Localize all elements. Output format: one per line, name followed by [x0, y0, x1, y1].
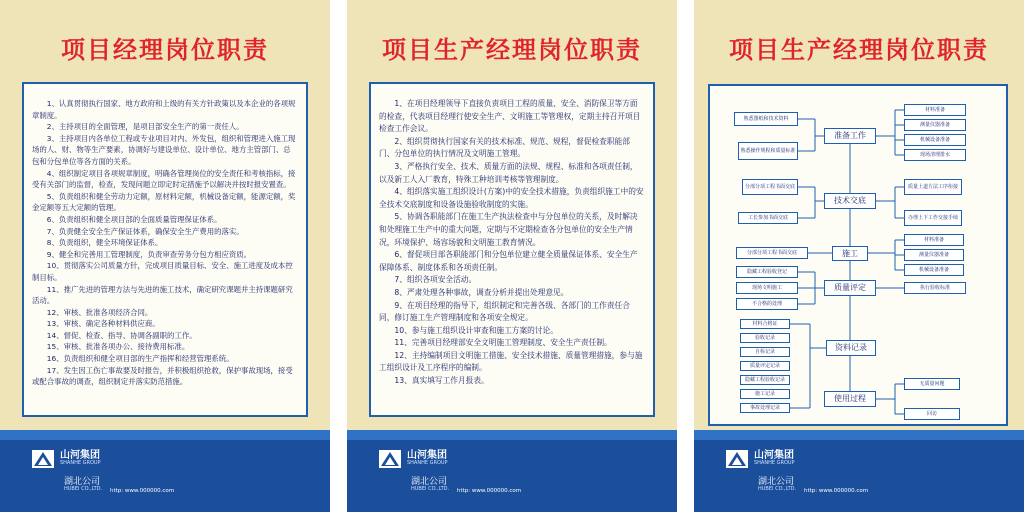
division-name-en: HUBEI CO.,LTD. [758, 486, 797, 492]
board-production-manager [347, 0, 677, 512]
duty-item: 6、督促项目部各职能部门和分包单位建立健全质量保证体系、安全生产保障体系、制度体系和各项责任制。 [379, 250, 638, 272]
board-production-flowchart [694, 0, 1024, 512]
duties-list [371, 84, 653, 388]
duty-item: 10、贯彻落实公司质量方针，完成项目质量目标、安全、施工进度及成本控制目标。 [32, 261, 293, 282]
board-title: 项目经理岗位职责 [61, 36, 269, 64]
flow-records-item: 事故处理记录 [740, 403, 790, 413]
company-name: 山河集团 [754, 450, 794, 461]
division-name: 湖北公司 [758, 477, 795, 487]
duty-item: 9、健全和完善用工管理制度，负责审查劳务分包方相应资质。 [46, 249, 252, 259]
duty-item: 1、认真贯彻执行国家、地方政府和上级的有关方针政策以及本企业的各项规章制度。 [32, 99, 296, 120]
duty-item: 2、主持项目的全面管理，是项目部安全生产的第一责任人。 [46, 122, 244, 132]
duty-item: 5、负责组织和健全劳动力定额，原材料定额，机械设备定额，能源定额，奖金定额等五大定额的管理。 [32, 191, 296, 213]
duty-item: 14、督促、检查、指导、协调各副职的工作。 [46, 330, 197, 340]
company-logo-icon [379, 450, 401, 468]
division-name: 湖北公司 [411, 477, 448, 487]
flow-records-item: 施工记录 [740, 389, 790, 399]
duty-item: 16、负责组织和健全项目部的生产指挥和经营管理系统。 [46, 354, 234, 364]
footer-stripe [0, 430, 330, 440]
duty-item: 8、负责组织，健全环境保证体系。 [46, 238, 163, 248]
duty-item: 8、严肃处理各种事故，调查分析并提出处理意见。 [394, 287, 569, 297]
division-name-en: HUBEI CO.,LTD. [64, 486, 103, 492]
company-name-en: SHANHE GROUP [60, 460, 101, 466]
flowchart-panel [708, 84, 1008, 426]
flow-tech-left-item: 分部分项工程书面交底 [742, 179, 798, 195]
flow-quality-left-item: 现场文明施工 [736, 282, 798, 294]
flow-step-tech: 技术交底 [824, 193, 876, 209]
flow-prep-right-item: 现场清理排水 [904, 149, 966, 161]
footer [347, 430, 677, 512]
flow-step-quality: 质量评定 [824, 280, 876, 296]
flow-prep-right-item: 机械设备准备 [904, 134, 966, 146]
board-project-manager [0, 0, 330, 512]
division-name: 湖北公司 [64, 477, 101, 487]
flow-records-item: 质量评定记录 [740, 361, 790, 371]
duty-item: 3、主持项目内各单位工程或专业项目对内、外发包，组织和管理进入施工现场的人、财、物等生产要素，协调好与建设单位、设计单位、地方主管部门、总包和分包单位等各方面的关系。 [32, 133, 296, 166]
flow-records-item: 材料合格证 [740, 319, 790, 329]
flow-step-use: 使用过程 [824, 391, 876, 407]
company-name: 山河集团 [407, 450, 447, 461]
flow-step-prep: 准备工作 [824, 128, 876, 144]
company-name-en: SHANHE GROUP [754, 460, 795, 466]
flow-quality-left-item: 不合格的处理 [736, 298, 798, 310]
flow-records-item: 验收记录 [740, 333, 790, 343]
duties-list [24, 84, 306, 388]
duty-item: 17、发生因工伤亡事故要及时报告，并积极组织抢救，保护事故现场，接受或配合事故的调查，组织制定并落实防范措施。 [32, 365, 293, 387]
flow-build-right-item: 测量仪器准备 [904, 249, 964, 261]
duty-item: 6、负责组织和健全项目部的全面质量管理保证体系。 [46, 214, 222, 224]
company-logo-icon [726, 450, 748, 468]
duties-panel [369, 82, 655, 417]
duty-item: 13、审核、确定各种材料供应商。 [46, 319, 160, 329]
company-name-en: SHANHE GROUP [407, 460, 448, 466]
duty-item: 11、完善项目经理部安全文明施工管理制度、安全生产责任制。 [394, 338, 612, 348]
duty-item: 3、严格执行安全、技术、质量方面的法规、规程、标准和各项责任制，以及新工人入厂教育，特殊工种培训考核等管理制度。 [379, 161, 638, 184]
flow-prep-right-item: 材料准备 [904, 104, 966, 116]
footer [0, 430, 330, 512]
board-title: 项目生产经理岗位职责 [729, 36, 989, 64]
duty-item: 11、推广先进的管理方法与先进的施工技术，确定研究课题并主持课题研究活动。 [32, 284, 293, 306]
flow-quality-left-item: 隐藏工程验收登记 [736, 266, 798, 278]
flow-build-left-item: 分部分项工程书面交底 [736, 247, 808, 259]
company-url: http: www.000000.com [457, 488, 522, 494]
flow-build-right-item: 机械设备准备 [904, 264, 964, 276]
duty-item: 9、在项目经理的指导下，组织制定和完善各级、各部门的工作责任合同，修订施工生产管理制度和各项安全规定。 [379, 300, 630, 323]
flow-build-right-item: 材料准备 [904, 234, 964, 246]
flow-prep-left-item: 熟悉图纸和技术资料 [734, 112, 798, 126]
flow-records-item: 隐藏工程验收记录 [740, 375, 790, 385]
flow-prep-right-item: 测量仪器准备 [904, 119, 966, 131]
duty-item: 2、组织贯彻执行国家有关的技术标准、规范、规程，督促检查职能部门、分包单位的执行情况及文明施工管理。 [379, 136, 630, 159]
flow-records-item: 自检记录 [740, 347, 790, 357]
duty-item: 7、组织各项安全活动。 [394, 275, 477, 285]
duty-item: 12、主持编制项目文明施工措施、安全技术措施、质量管理措施，参与施工组织设计及工序程序的编制。 [379, 350, 643, 373]
flow-tech-left-item: 工长参加书面交底 [738, 212, 798, 224]
duty-item: 4、组织落实施工组织设计(方案)中的安全技术措施，负责组织施工中的安全技术交底制度和设备设施验收制度的实施。 [379, 187, 644, 209]
duty-item: 15、审核、批准各项办公、接待费用标准。 [46, 342, 190, 352]
footer [694, 430, 1024, 512]
flow-use-right-item: 无质量问题 [904, 378, 960, 390]
duty-item: 7、负责健全安全生产保证体系，确保安全生产费用的落实。 [46, 226, 244, 236]
flow-step-build: 施工 [832, 246, 868, 261]
company-url: http: www.000000.com [110, 488, 175, 494]
footer-stripe [694, 430, 1024, 440]
flow-tech-right-item: 办理上下工作交接手续 [904, 210, 962, 226]
division-name-en: HUBEI CO.,LTD. [411, 486, 450, 492]
duty-item: 13、真实填写工作月报表。 [394, 376, 489, 386]
board-title: 项目生产经理岗位职责 [382, 36, 642, 64]
duty-item: 5、协调各职能部门在施工生产执法检查中与分包单位的关系，及时解决和处理施工生产中的重大问题，定期与不定期检查各分包单位的安全生产情况，环境保护、场容场貌和文明施工教育情况。 [379, 212, 638, 247]
duty-item: 12、审核、批准各项经济合同。 [46, 307, 153, 317]
duty-item: 10、参与施工组织设计审查和施工方案的讨论。 [394, 325, 558, 335]
duty-item: 1、在项目经理领导下直接负责项目工程的质量、安全、消防保卫等方面的检查，代表项目经理行使安全生产、文明施工等管理权，定期主持召开项目检查工作会议。 [379, 99, 641, 134]
footer-stripe [347, 430, 677, 440]
flow-tech-right-item: 质量上道方法工序衔接 [904, 179, 962, 195]
flow-use-right-item: 回访 [904, 408, 960, 420]
duty-item: 4、组织制定项目各项规章制度，明确各管理岗位的安全责任和考核指标，接受有关部门的监督，检查，发现问题立即定时定措施予以解决并按时报安置查。 [32, 168, 296, 190]
company-logo-icon [32, 450, 54, 468]
flow-prep-left-item: 熟悉操作规程和质量标准 [738, 142, 798, 160]
duties-panel [22, 82, 308, 417]
flow-step-records: 资料记录 [826, 340, 876, 356]
flow-quality-right-item: 执行验收标准 [904, 282, 966, 294]
company-url: http: www.000000.com [804, 488, 869, 494]
company-name: 山河集团 [60, 450, 100, 461]
